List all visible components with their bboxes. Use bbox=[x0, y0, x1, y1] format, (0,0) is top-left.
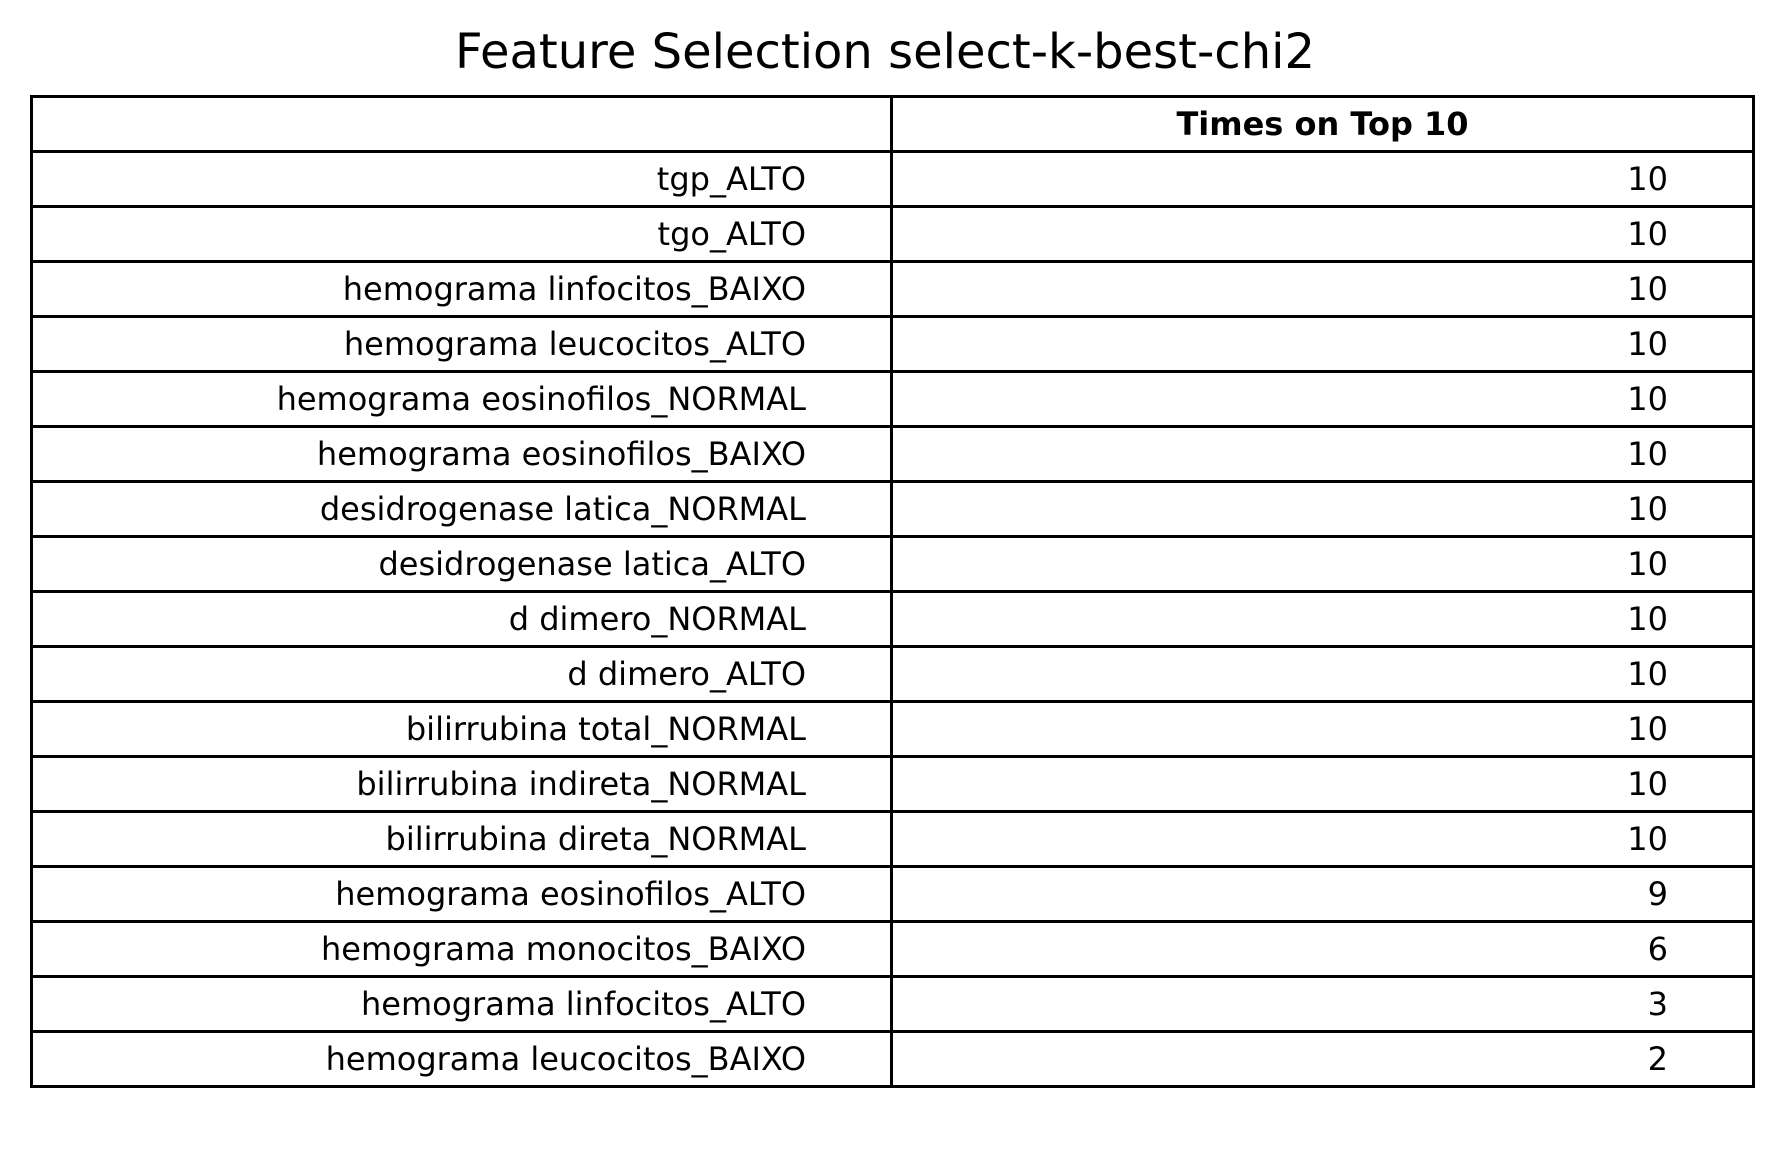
feature-name-cell: tgo_ALTO bbox=[32, 207, 892, 262]
table-row bbox=[32, 592, 1754, 647]
feature-name-cell: d dimero_ALTO bbox=[32, 647, 892, 702]
header-times-on-top-10: Times on Top 10 bbox=[892, 97, 1754, 152]
times-on-top-10-cell: 10 bbox=[892, 207, 1754, 262]
times-on-top-10-cell: 10 bbox=[892, 592, 1754, 647]
feature-name-cell: desidrogenase latica_ALTO bbox=[32, 537, 892, 592]
times-on-top-10-cell: 10 bbox=[892, 262, 1754, 317]
table-row bbox=[32, 317, 1754, 372]
table-row bbox=[32, 702, 1754, 757]
feature-name-cell: hemograma linfocitos_ALTO bbox=[32, 977, 892, 1032]
table-row bbox=[32, 867, 1754, 922]
feature-name-cell: hemograma monocitos_BAIXO bbox=[32, 922, 892, 977]
times-on-top-10-cell: 10 bbox=[892, 152, 1754, 207]
feature-name-cell: bilirrubina total_NORMAL bbox=[32, 702, 892, 757]
times-on-top-10-cell: 10 bbox=[892, 427, 1754, 482]
times-on-top-10-cell: 6 bbox=[892, 922, 1754, 977]
times-on-top-10-cell: 10 bbox=[892, 757, 1754, 812]
table-row bbox=[32, 207, 1754, 262]
table-row bbox=[32, 482, 1754, 537]
chart-title: Feature Selection select-k-best-chi2 bbox=[455, 24, 1315, 80]
feature-name-cell: hemograma eosinofilos_ALTO bbox=[32, 867, 892, 922]
table-row bbox=[32, 922, 1754, 977]
feature-name-cell: bilirrubina direta_NORMAL bbox=[32, 812, 892, 867]
times-on-top-10-cell: 10 bbox=[892, 812, 1754, 867]
feature-name-cell: hemograma leucocitos_ALTO bbox=[32, 317, 892, 372]
times-on-top-10-cell: 10 bbox=[892, 702, 1754, 757]
times-on-top-10-cell: 3 bbox=[892, 977, 1754, 1032]
table-header-row bbox=[32, 97, 1754, 152]
feature-name-cell: bilirrubina indireta_NORMAL bbox=[32, 757, 892, 812]
table-row bbox=[32, 262, 1754, 317]
table-row bbox=[32, 152, 1754, 207]
times-on-top-10-cell: 10 bbox=[892, 482, 1754, 537]
table-row bbox=[32, 647, 1754, 702]
table-row bbox=[32, 537, 1754, 592]
table-row bbox=[32, 812, 1754, 867]
table-body bbox=[32, 152, 1754, 1087]
header-index-cell bbox=[32, 97, 892, 152]
table-row bbox=[32, 427, 1754, 482]
feature-name-cell: d dimero_NORMAL bbox=[32, 592, 892, 647]
times-on-top-10-cell: 10 bbox=[892, 372, 1754, 427]
feature-name-cell: hemograma eosinofilos_NORMAL bbox=[32, 372, 892, 427]
feature-name-cell: desidrogenase latica_NORMAL bbox=[32, 482, 892, 537]
feature-name-cell: hemograma eosinofilos_BAIXO bbox=[32, 427, 892, 482]
times-on-top-10-cell: 9 bbox=[892, 867, 1754, 922]
times-on-top-10-cell: 2 bbox=[892, 1032, 1754, 1087]
table-row bbox=[32, 372, 1754, 427]
times-on-top-10-cell: 10 bbox=[892, 317, 1754, 372]
table-row bbox=[32, 757, 1754, 812]
feature-table bbox=[30, 95, 1755, 1088]
times-on-top-10-cell: 10 bbox=[892, 537, 1754, 592]
feature-name-cell: hemograma linfocitos_BAIXO bbox=[32, 262, 892, 317]
times-on-top-10-cell: 10 bbox=[892, 647, 1754, 702]
feature-name-cell: hemograma leucocitos_BAIXO bbox=[32, 1032, 892, 1087]
table-row bbox=[32, 977, 1754, 1032]
feature-name-cell: tgp_ALTO bbox=[32, 152, 892, 207]
table-row bbox=[32, 1032, 1754, 1087]
